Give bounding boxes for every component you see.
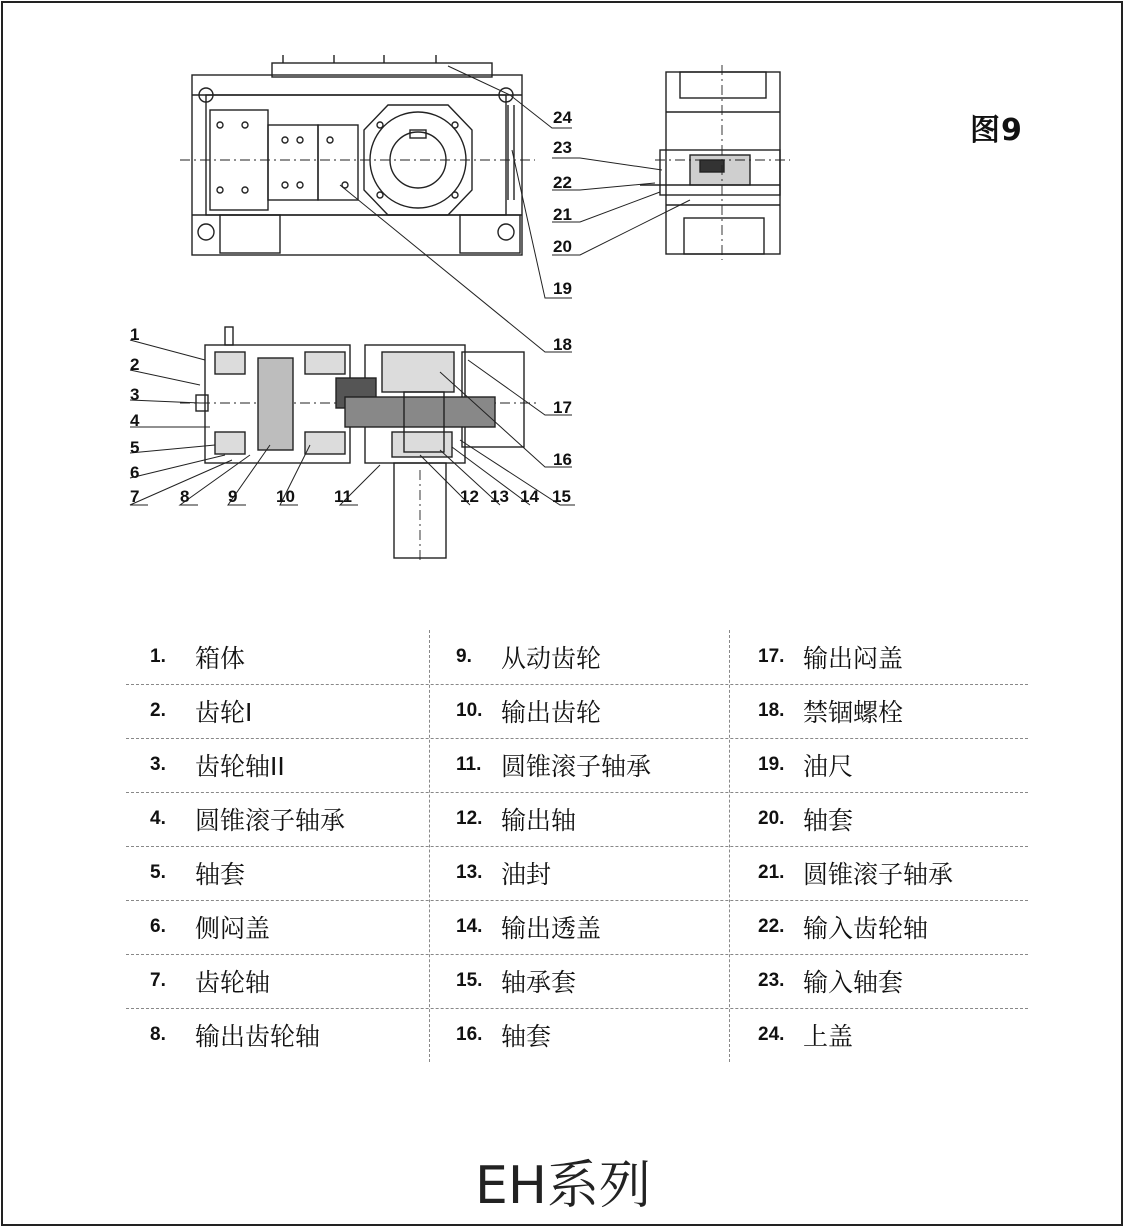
callout-11: 11 [334,487,352,506]
part-item: 22. 输入齿轮轴 [758,914,929,943]
part-item: 10. 输出齿轮 [456,698,602,727]
callout-2: 2 [130,355,140,374]
part-item: 14. 输出透盖 [456,914,602,943]
part-item: 20. 轴套 [758,806,854,835]
callout-6: 6 [130,463,140,482]
part-item: 7. 齿轮轴 [150,968,271,997]
callout-18: 18 [553,335,572,354]
callout-1: 1 [130,325,140,344]
part-item: 12. 输出轴 [456,806,577,835]
part-item: 9. 从动齿轮 [456,644,602,673]
part-item: 18. 禁锢螺栓 [758,698,904,727]
part-item: 24. 上盖 [758,1022,854,1051]
callout-3: 3 [130,385,140,404]
callout-14: 14 [520,487,539,506]
callout-24: 24 [553,108,572,127]
part-item: 13. 油封 [456,860,552,889]
callout-10: 10 [276,487,295,506]
callout-15: 15 [552,487,571,506]
part-item: 21. 圆锥滚子轴承 [758,860,954,889]
part-item: 17. 输出闷盖 [758,644,904,673]
callout-20: 20 [553,237,572,256]
side-view [640,65,790,260]
callout-7: 7 [130,487,140,506]
front-view [180,55,535,255]
parts-legend [126,630,1028,1062]
callout-16: 16 [553,450,572,469]
part-item: 3. 齿轮轴II [150,752,285,781]
callout-22: 22 [553,173,572,192]
callout-21: 21 [553,205,572,224]
callout-17: 17 [553,398,572,417]
callout-23: 23 [553,138,572,157]
part-item: 16. 轴套 [456,1022,552,1051]
part-item: 23. 输入轴套 [758,968,904,997]
part-item: 2. 齿轮I [150,698,253,727]
callout-5: 5 [130,438,140,457]
part-item: 19. 油尺 [758,752,854,781]
section-view [180,327,540,560]
part-item: 1. 箱体 [150,644,246,673]
part-item: 6. 侧闷盖 [150,914,271,943]
callout-9: 9 [228,487,238,506]
part-item: 15. 轴承套 [456,968,577,997]
callout-8: 8 [180,487,190,506]
callout-4: 4 [130,411,140,430]
part-item: 4. 圆锥滚子轴承 [150,806,346,835]
part-item: 5. 轴套 [150,860,246,889]
figure-label: 图9 [970,113,1023,148]
series-title: EH系列 [475,1156,651,1216]
callout-13: 13 [490,487,509,506]
part-item: 8. 输出齿轮轴 [150,1022,321,1051]
callout-19: 19 [553,279,572,298]
callout-12: 12 [460,487,479,506]
part-item: 11. 圆锥滚子轴承 [456,752,652,781]
